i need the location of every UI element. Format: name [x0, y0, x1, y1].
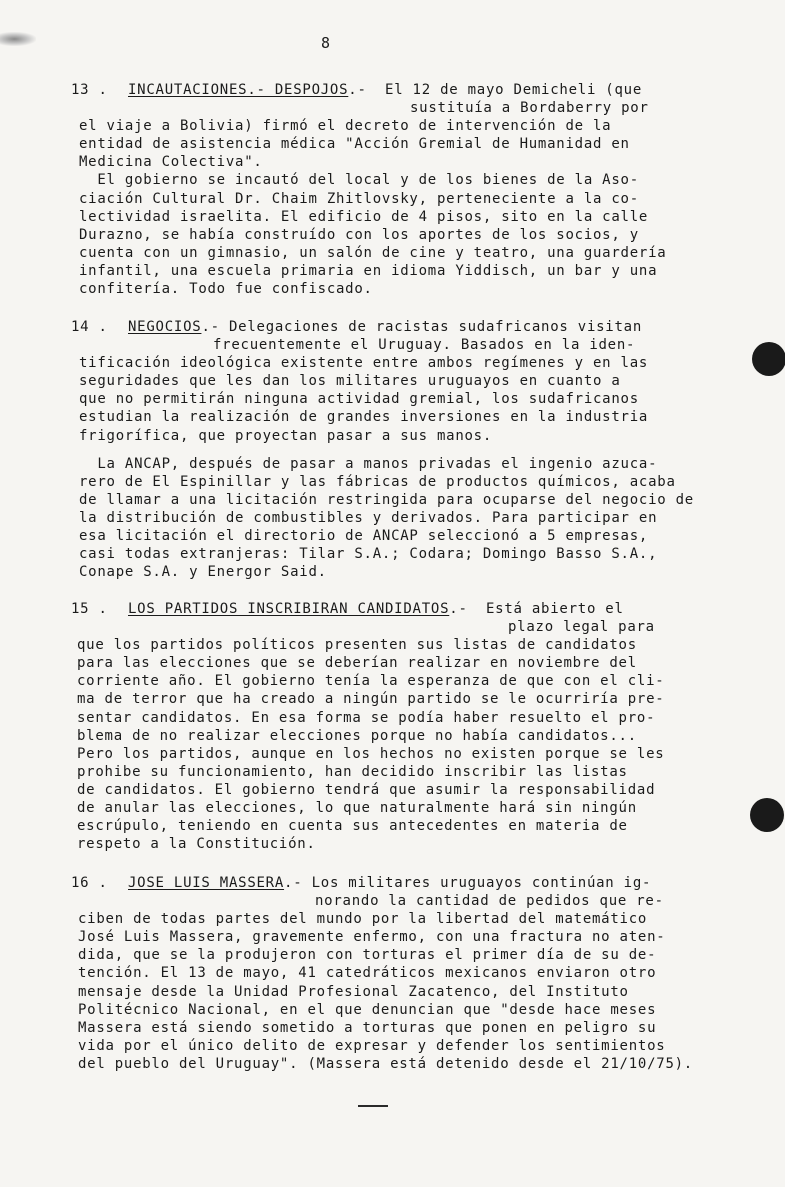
text-line: Massera está siendo sometido a torturas que ponen en peligro su: [78, 1019, 657, 1036]
text-line: cuenta con un gimnasio, un salón de cine y teatro, una guardería: [79, 244, 667, 261]
paragraph: [71, 910, 761, 1073]
text-line: casi todas extranjeras: Tilar S.A.; Codara; Domingo Basso S.A.,: [79, 546, 658, 563]
text-line: infantil, una escuela primaria en idioma Yiddisch, un bar y una: [79, 262, 658, 279]
item-heading: [71, 81, 761, 99]
text-line: lectividad israelita. El edificio de 4 pisos, sito en la calle: [79, 208, 649, 225]
item-heading-text: .- El 12 de mayo Demicheli (que: [348, 82, 643, 98]
paragraph: [71, 354, 761, 444]
text-line: del pueblo del Uruguay". (Massera está detenido desde el 21/10/75).: [78, 1055, 693, 1072]
text-line: tificación ideológica existente entre ambos regímenes y en las: [79, 355, 649, 372]
item-heading-continuation: sustituía a Bordaberry por: [410, 100, 649, 117]
text-line: sentar candidatos. En esa forma se podía haber resuelto el pro-: [77, 709, 656, 726]
text-line: de anular las elecciones, lo que naturalmente hará sin ningún: [77, 800, 637, 817]
text-line: seguridades que les dan los militares uruguayos en cuanto a: [79, 373, 621, 390]
paragraph: [71, 455, 761, 582]
text-line: Pero los partidos, aunque en los hechos no existen porque se les: [77, 745, 665, 762]
item-number: 16 .: [71, 875, 108, 891]
text-line: de llamar a una licitación restringida para ocuparse del negocio de: [79, 491, 694, 508]
page-number: 8: [321, 34, 331, 52]
text-line: prohibe su funcionamiento, han decidido inscribir las listas: [77, 763, 628, 780]
text-line: rero de El Espinillar y las fábricas de productos químicos, acaba: [79, 473, 676, 490]
text-line: ciben de todas partes del mundo por la libertad del matemático: [78, 911, 648, 928]
item-number: 13 .: [71, 82, 108, 98]
text-line: entidad de asistencia médica "Acción Gremial de Humanidad en: [79, 136, 630, 153]
text-line: José Luis Massera, gravemente enfermo, con una fractura no aten-: [78, 929, 666, 946]
item-16: [71, 874, 761, 1073]
text-line: estudian la realización de grandes inversiones en la industria: [79, 409, 649, 426]
text-line: la distribución de combustibles y derivados. Para participar en: [79, 509, 658, 526]
item-title: LOS PARTIDOS INSCRIBIRAN CANDIDATOS: [128, 601, 450, 617]
text-line: vida por el único delito de expresar y defender los sentimientos: [78, 1037, 666, 1054]
text-line: frigorífica, que proyectan pasar a sus manos.: [79, 427, 493, 444]
item-heading: [71, 874, 761, 892]
text-line: tención. El 13 de mayo, 41 catedráticos mexicanos enviaron otro: [78, 965, 657, 982]
item-heading-continuation: frecuentemente el Uruguay. Basados en la iden-: [213, 337, 636, 354]
text-line: corriente año. El gobierno tenía la esperanza de que con el cli-: [77, 673, 665, 690]
text-line: el viaje a Bolivia) firmó el decreto de intervención de la: [79, 118, 612, 135]
text-line: dida, que se la produjeron con torturas el primer día de su de-: [78, 947, 657, 964]
text-line: mensaje desde la Unidad Profesional Zacatenco, del Instituto: [78, 983, 629, 1000]
item-heading-text: .- Está abierto el: [449, 601, 624, 617]
text-line: de candidatos. El gobierno tendrá que asumir la responsabilidad: [77, 781, 656, 798]
text-line: que no permitirán ninguna actividad gremial, los sudafricanos: [79, 391, 639, 408]
item-title: NEGOCIOS: [128, 319, 202, 335]
item-15: [71, 600, 761, 853]
item-heading: [71, 318, 761, 336]
text-line: Politécnico Nacional, en el que denuncian que "desde hace meses: [78, 1001, 657, 1018]
item-heading: [71, 600, 761, 618]
text-line: Durazno, se había construído con los aportes de los socios, y: [79, 226, 639, 243]
paragraph: [71, 171, 761, 298]
paragraph: [71, 117, 761, 171]
item-13: [71, 81, 761, 298]
item-title: INCAUTACIONES.- DESPOJOS: [128, 82, 349, 98]
text-line: blema de no realizar elecciones porque no había candidatos...: [77, 727, 637, 744]
scan-smudge: [0, 32, 36, 46]
end-separator-line: [358, 1105, 388, 1107]
item-heading-continuation: plazo legal para: [508, 619, 655, 636]
text-line: que los partidos políticos presenten sus listas de candidatos: [77, 637, 637, 654]
text-line: respeto a la Constitución.: [77, 836, 316, 853]
text-line: escrúpulo, teniendo en cuenta sus antecedentes en materia de: [77, 818, 628, 835]
text-line: Conape S.A. y Energor Said.: [79, 564, 327, 581]
item-heading-continuation: norando la cantidad de pedidos que re-: [315, 893, 664, 910]
text-line: para las elecciones que se deberían realizar en noviembre del: [77, 655, 637, 672]
text-line: ciación Cultural Dr. Chaim Zhitlovsky, perteneciente a la co-: [79, 190, 639, 207]
text-line: Medicina Colectiva".: [79, 154, 263, 171]
item-14: [71, 318, 761, 581]
item-number: 15 .: [71, 601, 108, 617]
text-line: El gobierno se incautó del local y de los bienes de la Aso-: [79, 172, 639, 189]
text-line: ma de terror que ha creado a ningún partido se le ocurriría pre-: [77, 691, 665, 708]
paragraph: [71, 636, 761, 853]
text-line: La ANCAP, después de pasar a manos privadas el ingenio azuca-: [79, 455, 658, 472]
item-title: JOSE LUIS MASSERA: [128, 875, 285, 891]
text-line: confitería. Todo fue confiscado.: [79, 281, 373, 298]
item-heading-text: .- Delegaciones de racistas sudafricanos visitan: [201, 319, 643, 335]
item-number: 14 .: [71, 319, 108, 335]
item-heading-text: .- Los militares uruguayos continúan ig-: [284, 875, 652, 891]
text-line: esa licitación el directorio de ANCAP seleccionó a 5 empresas,: [79, 528, 649, 545]
